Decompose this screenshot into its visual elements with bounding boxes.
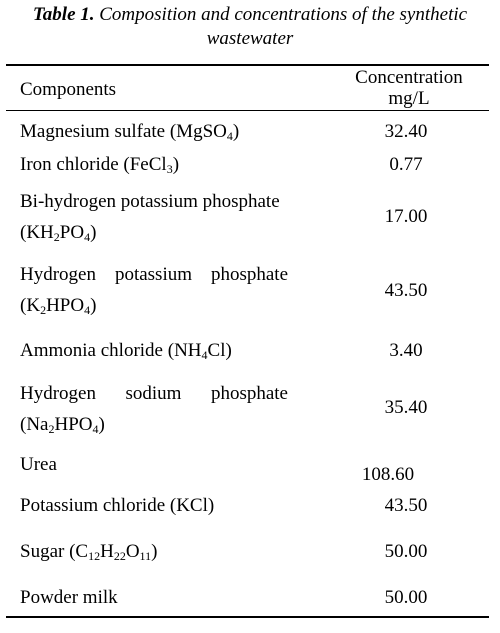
table-bottom-rule <box>6 616 489 618</box>
table-row-component: Urea <box>20 454 57 475</box>
table-row-value: 43.50 <box>384 280 428 301</box>
table-row-component-line1: Hydrogen potassium phosphate <box>20 264 288 285</box>
caption-text: Composition and concentrations of the synthetic <box>99 4 468 25</box>
table-row-component: $(K_2HPO_4)$ <box>20 295 97 317</box>
caption-label: Table 1. <box>32 4 95 25</box>
header-concentration: Concentration <box>355 67 463 88</box>
table-row-value: 50.00 <box>384 541 428 562</box>
table-row-component: Iron chloride (FeCl$_3$) <box>20 154 180 176</box>
table-row-component-line1: Bi-hydrogen potassium phosphate <box>20 191 280 212</box>
table-row-value: 17.00 <box>384 206 428 227</box>
table-row-component: $(Na_2HPO_4)$ <box>20 414 105 436</box>
table-row-component: Sugar $(C_{12}H_{22}O_{11})$ <box>20 541 158 563</box>
table-row-value: 32.40 <box>384 121 428 142</box>
header-unit: mg/L <box>388 88 430 109</box>
table-row-value: 43.50 <box>384 495 428 516</box>
table-row-value: 50.00 <box>384 587 428 608</box>
table-row-value: 108.60 <box>361 464 415 485</box>
table-row-component-line1: Hydrogen sodium phosphate <box>20 383 288 404</box>
table-row-component: Ammonia chloride $(NH_4Cl)$ <box>20 340 232 362</box>
table-row-component: $(KH_2PO_4)$ <box>20 222 97 244</box>
table-row-value: 0.77 <box>389 154 423 175</box>
table-row-component: Magnesium sulfate (MgSO$_4$) <box>20 121 240 143</box>
header-rule <box>6 110 489 111</box>
table-row-value: 35.40 <box>384 397 428 418</box>
caption-text-line2: wastewater <box>206 28 294 49</box>
header-components: Components <box>20 79 117 100</box>
table-row-component: Potassium chloride (KCl) <box>20 495 215 516</box>
table-caption <box>0 3 500 51</box>
table-row-value: 3.40 <box>389 340 423 361</box>
table-row-component: Powder milk <box>20 587 118 608</box>
